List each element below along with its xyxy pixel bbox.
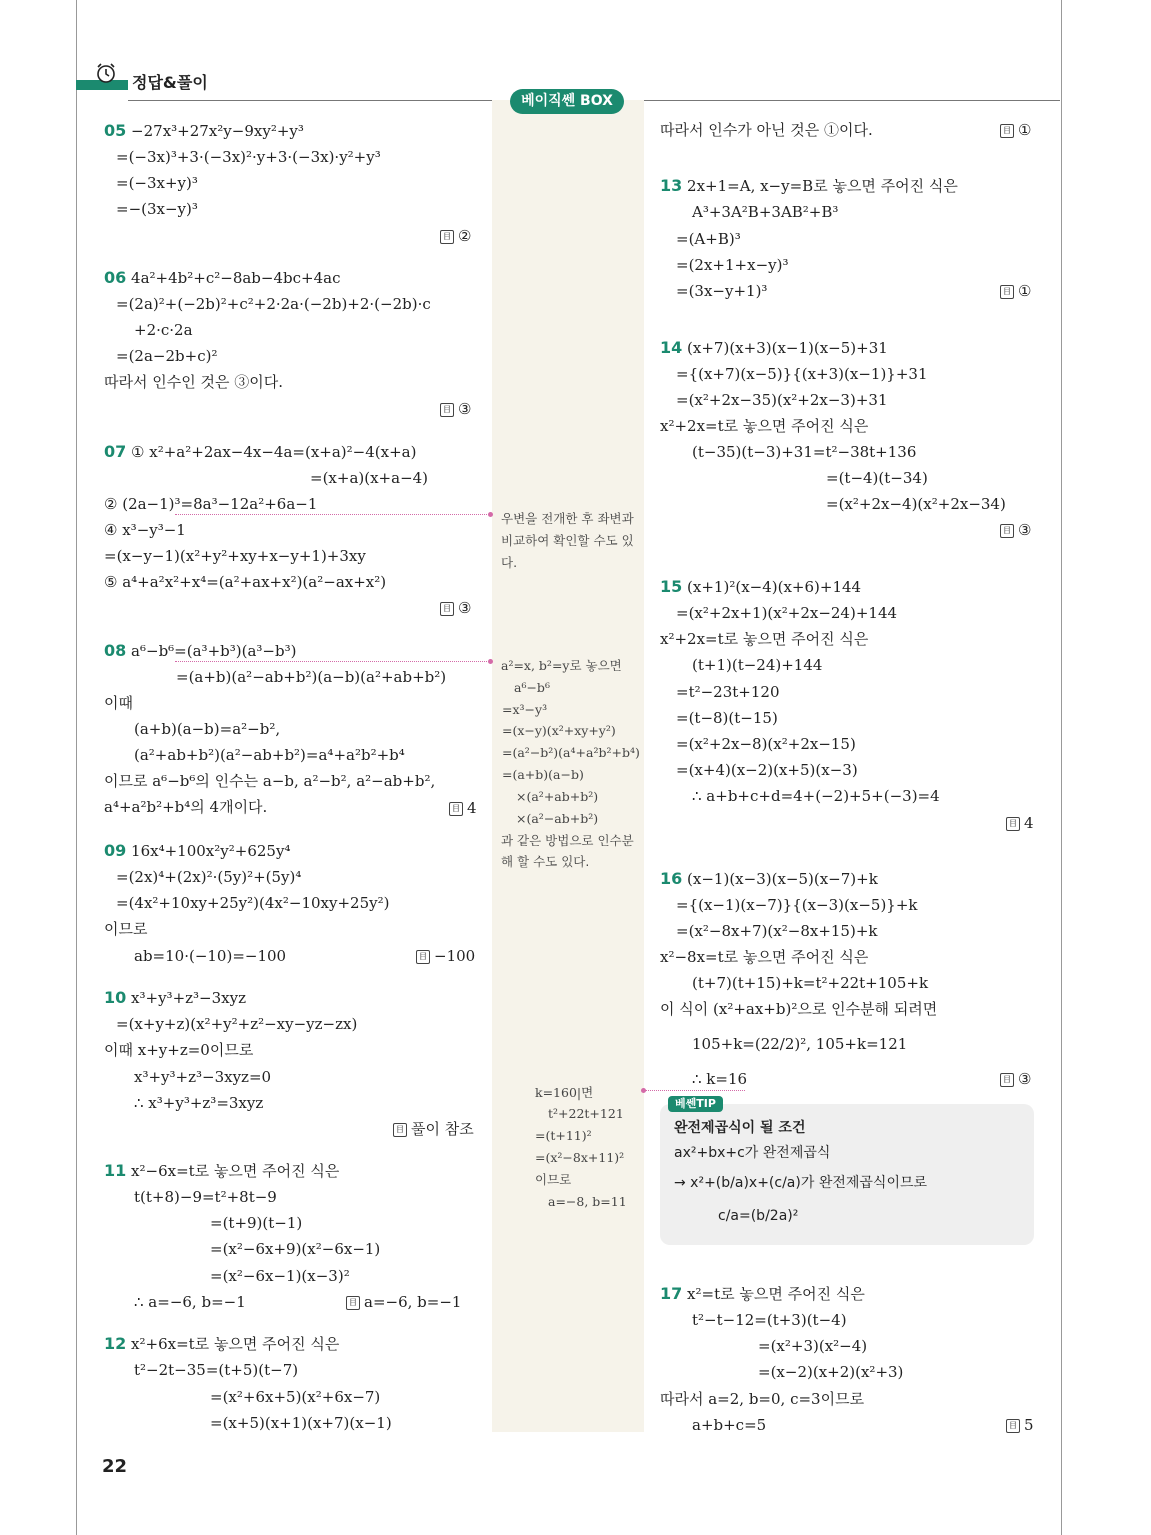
- problem-number: 12: [104, 1334, 127, 1353]
- line-text: =(x+y+z)(x²+y²+z²−xy−yz−zx): [116, 1015, 358, 1033]
- solution-line: [134, 1360, 298, 1380]
- answer-mark: [346, 1292, 461, 1312]
- line-text: (t+7)(t+15)+k=t²+22t+105+k: [692, 974, 929, 992]
- line-text: ③: [458, 400, 472, 418]
- solution-line: [104, 121, 304, 141]
- line-text: =(x²+2x−8)(x²+2x−15): [676, 735, 856, 753]
- problem-number: 17: [660, 1284, 683, 1303]
- sidebar-note-line: [502, 722, 616, 740]
- note-connector: [175, 514, 487, 515]
- line-text: 다.: [501, 555, 518, 570]
- sidebar-note-line: [535, 1149, 624, 1167]
- line-text: ② (2a−1)³=8a³−12a²+6a−1: [104, 495, 318, 513]
- problem-number: 06: [104, 268, 127, 287]
- basic-box-badge: 베이직쎈 BOX: [510, 89, 624, 114]
- line-text: t²−2t−35=(t+5)(t−7): [134, 1361, 299, 1379]
- line-text: =(x²−8x+11)²: [535, 1150, 625, 1165]
- answer-mark: [440, 399, 471, 419]
- line-text: ①: [1018, 282, 1032, 300]
- solution-line: [660, 947, 868, 967]
- answer-icon: 目: [393, 1123, 407, 1137]
- line-text: x²=t로 놓으면 주어진 식은: [687, 1285, 865, 1303]
- line-text: ab=10·(−10)=−100: [134, 947, 287, 965]
- line-text: ={(x+7)(x−5)}{(x+3)(x−1)}+31: [676, 365, 928, 383]
- solution-line: [134, 745, 405, 765]
- solution-line: [134, 1292, 246, 1312]
- solution-line: [692, 786, 940, 806]
- solution-line: [692, 973, 928, 993]
- solution-line: [660, 999, 937, 1019]
- answer-mark: [440, 226, 471, 246]
- solution-line: [134, 946, 286, 966]
- solution-line: [310, 468, 428, 488]
- solution-line: [210, 1213, 302, 1233]
- line-text: ① x²+a²+2ax−4x−4a=(x+a)²−4(x+a): [131, 443, 417, 461]
- line-text: (a²+ab+b²)(a²−ab+b²)=a⁴+a²b²+b⁴: [134, 746, 405, 764]
- answer-mark: [393, 1119, 474, 1139]
- solution-line: [676, 281, 767, 301]
- note-bullet: [488, 512, 493, 517]
- alarm-clock-icon: [95, 62, 117, 84]
- solution-line: [692, 655, 822, 675]
- line-text: =(2a−2b+c)²: [116, 347, 218, 365]
- note-bullet: [488, 659, 493, 664]
- answer-icon: 目: [440, 403, 454, 417]
- line-text: (a+b)(a−b)=a²−b²,: [134, 720, 281, 738]
- solution-line: [104, 919, 147, 939]
- line-text: 따라서 a=2, b=0, c=3이므로: [660, 1390, 865, 1408]
- solution-line: [116, 199, 198, 219]
- line-text: 이므로: [104, 920, 148, 938]
- problem-number: 10: [104, 988, 127, 1007]
- answer-icon: 目: [440, 602, 454, 616]
- answer-icon: 目: [1000, 285, 1014, 299]
- sidebar-note-line: [516, 788, 598, 806]
- answer-icon: 目: [1006, 1419, 1020, 1433]
- solution-line: [104, 494, 317, 514]
- solution-line: [676, 734, 856, 754]
- line-text: 과 같은 방법으로 인수분: [501, 833, 634, 848]
- line-text: =(A+B)³: [676, 230, 741, 248]
- solution-line: [692, 442, 916, 462]
- solution-line: [104, 797, 267, 817]
- sidebar-note-line: [516, 810, 598, 828]
- line-text: =(x²+6x+5)(x²+6x−7): [210, 1388, 381, 1406]
- line-text: a=−6, b=−1: [364, 1293, 462, 1311]
- problem-number: 07: [104, 442, 127, 461]
- solution-line: [134, 1187, 277, 1207]
- problem-number: 13: [660, 176, 683, 195]
- note-connector: [645, 1090, 745, 1091]
- solution-line: [104, 442, 416, 462]
- solution-line: [210, 1266, 350, 1286]
- solution-line: [104, 546, 366, 566]
- line-text: 이 식이 (x²+ax+b)²으로 인수분해 되려면: [660, 1000, 938, 1018]
- line-text: (t+1)(t−24)+144: [692, 656, 823, 674]
- line-text: ∴ k=16: [692, 1070, 748, 1088]
- note-bullet: [641, 1088, 646, 1093]
- line-text: =(x²+2x−4)(x²+2x−34): [826, 495, 1006, 513]
- sidebar-note-line: [548, 1193, 627, 1211]
- answer-icon: 目: [449, 802, 463, 816]
- line-text: =(−3x)³+3·(−3x)²·y+3·(−3x)·y²+y³: [116, 148, 381, 166]
- answer-icon: 目: [1006, 817, 1020, 831]
- solution-line: [826, 468, 928, 488]
- line-text: ③: [458, 599, 472, 617]
- line-text: =(t+11)²: [535, 1128, 592, 1143]
- solution-line: [676, 390, 888, 410]
- line-text: 2x+1=A, x−y=B로 놓으면 주어진 식은: [687, 177, 958, 195]
- solution-line: [660, 416, 868, 436]
- line-text: ③: [1018, 521, 1032, 539]
- line-text: 풀이 참조: [411, 1120, 474, 1138]
- line-text: 4a²+4b²+c²−8ab−4bc+4ac: [131, 269, 341, 287]
- problem-number: 11: [104, 1161, 127, 1180]
- solution-line: [104, 372, 283, 392]
- line-text: 이므로: [535, 1172, 572, 1187]
- line-text: k=160|면: [535, 1085, 594, 1100]
- solution-line: [116, 893, 389, 913]
- line-text: ∴ a=−6, b=−1: [134, 1293, 246, 1311]
- solution-line: [134, 1067, 271, 1087]
- line-text: 4: [467, 799, 477, 817]
- answer-icon: 目: [346, 1296, 360, 1310]
- solution-line: [134, 320, 193, 340]
- solution-line: [676, 708, 778, 728]
- line-text: a⁶−b⁶: [514, 680, 550, 695]
- answer-mark: [1006, 1415, 1034, 1435]
- solution-line: [116, 1014, 357, 1034]
- line-text: −100: [434, 947, 476, 965]
- sidebar-note-line: [501, 832, 634, 850]
- solution-line: [692, 1034, 907, 1054]
- line-text: =(x²−6x+9)(x²−6x−1): [210, 1240, 381, 1258]
- line-text: =(x²−6x−1)(x−3)²: [210, 1267, 350, 1285]
- sidebar-note-line: [501, 853, 589, 871]
- answer-mark: [1000, 1069, 1031, 1089]
- line-text: =(x+a)(x+a−4): [310, 469, 429, 487]
- solution-line: [210, 1239, 380, 1259]
- solution-line: [104, 988, 246, 1008]
- tip-badge: 베쎈TIP: [668, 1096, 723, 1112]
- solution-line: [676, 682, 780, 702]
- solution-line: [104, 693, 133, 713]
- line-text: ={(x−1)(x−7)}{(x−3)(x−5)}+k: [676, 896, 918, 914]
- line-text: =(t+9)(t−1): [210, 1214, 303, 1232]
- answer-mark: [440, 598, 471, 618]
- line-text: 16x⁴+100x²y²+625y⁴: [131, 842, 291, 860]
- header-title: 정답&풀이: [132, 73, 208, 92]
- line-text: x²+6x=t로 놓으면 주어진 식은: [131, 1335, 340, 1353]
- line-text: 해 할 수도 있다.: [501, 854, 590, 869]
- line-text: (x+7)(x+3)(x−1)(x−5)+31: [687, 339, 888, 357]
- line-text: ⑤ a⁴+a²x²+x⁴=(a²+ax+x²)(a²−ax+x²): [104, 573, 387, 591]
- tip-line: ax²+bx+c가 완전제곱식: [674, 1145, 831, 1161]
- line-text: +2·c·2a: [134, 321, 193, 339]
- answer-icon: 目: [416, 950, 430, 964]
- answer-mark: [1000, 281, 1031, 301]
- line-text: 이때 x+y+z=0이므로: [104, 1041, 254, 1059]
- line-text: ①: [1018, 121, 1032, 139]
- line-text: ×(a²−ab+b²): [516, 811, 599, 826]
- line-text: 우변을 전개한 후 좌변과: [501, 511, 634, 526]
- line-text: =(−3x+y)³: [116, 174, 198, 192]
- line-text: 따라서 인수가 아닌 것은 ①이다.: [660, 121, 873, 139]
- line-text: =(2a)²+(−2b)²+c²+2·2a·(−2b)+2·(−2b)·c: [116, 295, 431, 313]
- solution-line: [104, 572, 386, 592]
- solution-line: [660, 338, 888, 358]
- answer-mark: [416, 946, 475, 966]
- line-text: =(x²−8x+7)(x²−8x+15)+k: [676, 922, 878, 940]
- line-text: =(x²+3)(x²−4): [758, 1337, 868, 1355]
- solution-line: [660, 1284, 865, 1304]
- solution-line: [692, 1069, 747, 1089]
- solution-line: [660, 176, 958, 196]
- solution-line: [676, 364, 928, 384]
- solution-line: [660, 120, 873, 140]
- line-text: ∴ a+b+c+d=4+(−2)+5+(−3)=4: [692, 787, 940, 805]
- line-text: a+b+c=5: [692, 1416, 767, 1434]
- solution-line: [676, 229, 741, 249]
- line-text: 이때: [104, 694, 133, 712]
- line-text: t²−t−12=(t+3)(t−4): [692, 1311, 847, 1329]
- page-number: 22: [102, 1456, 128, 1477]
- line-text: ②: [458, 227, 472, 245]
- solution-line: [676, 603, 897, 623]
- line-text: =(x−y−1)(x²+y²+xy+x−y+1)+3xy: [104, 547, 366, 565]
- tip-title: 완전제곱식이 될 조건: [674, 1120, 806, 1136]
- answer-icon: 目: [1000, 524, 1014, 538]
- solution-line: [676, 255, 788, 275]
- solution-line: [676, 895, 918, 915]
- problem-number: 09: [104, 841, 127, 860]
- solution-line: [104, 268, 340, 288]
- answer-mark: [449, 798, 477, 818]
- line-text: =(x+4)(x−2)(x+5)(x−3): [676, 761, 858, 779]
- answer-icon: 目: [1000, 124, 1014, 138]
- line-text: =(3x−y+1)³: [676, 282, 768, 300]
- solution-line: [134, 1093, 263, 1113]
- solution-line: [210, 1387, 380, 1407]
- line-text: ③: [1018, 1070, 1032, 1088]
- answer-mark: [1006, 813, 1034, 833]
- solution-line: [116, 173, 198, 193]
- line-text: =(t−8)(t−15): [676, 709, 778, 727]
- solution-line: [692, 202, 838, 222]
- solution-line: [660, 629, 868, 649]
- line-text: a⁶−b⁶=(a³+b³)(a³−b³): [131, 642, 297, 660]
- sidebar-note-line: [501, 510, 634, 528]
- sidebar-note-line: [501, 657, 622, 675]
- line-text: ×(a²+ab+b²): [516, 789, 599, 804]
- solution-line: [104, 1334, 339, 1354]
- line-text: (x+1)²(x−4)(x+6)+144: [687, 578, 862, 596]
- problem-number: 15: [660, 577, 683, 596]
- line-text: x²+2x=t로 놓으면 주어진 식은: [660, 630, 869, 648]
- line-text: =(t−4)(t−34): [826, 469, 928, 487]
- solution-line: [116, 294, 431, 314]
- line-text: (x−1)(x−3)(x−5)(x−7)+k: [687, 870, 878, 888]
- solution-line: [116, 346, 217, 366]
- line-text: =(a+b)(a²−ab+b²)(a−b)(a²+ab+b²): [176, 668, 447, 686]
- problem-number: 14: [660, 338, 683, 357]
- sidebar-note-line: [535, 1171, 571, 1189]
- line-text: a⁴+a²b²+b⁴의 4개이다.: [104, 798, 268, 816]
- solution-line: [116, 867, 301, 887]
- solution-line: [104, 841, 290, 861]
- sidebar-note-line: [502, 701, 547, 719]
- line-text: x²−6x=t로 놓으면 주어진 식은: [131, 1162, 340, 1180]
- answer-icon: 目: [440, 230, 454, 244]
- solution-line: [104, 641, 296, 661]
- answer-icon: 目: [1000, 1073, 1014, 1087]
- solution-line: [660, 577, 861, 597]
- solution-line: [660, 1389, 864, 1409]
- solution-line: [134, 719, 280, 739]
- line-text: =(x+5)(x+1)(x+7)(x−1): [210, 1414, 392, 1432]
- line-text: =(x−2)(x+2)(x²+3): [758, 1363, 904, 1381]
- solution-line: [676, 921, 878, 941]
- solution-line: [104, 1040, 253, 1060]
- sidebar-note-line: [535, 1084, 593, 1102]
- solution-line: [826, 494, 1006, 514]
- line-text: =(2x)⁴+(2x)²·(5y)²+(5y)⁴: [116, 868, 302, 886]
- answer-mark: [1000, 120, 1031, 140]
- solution-line: [104, 771, 435, 791]
- line-text: =(4x²+10xy+25y²)(4x²−10xy+25y²): [116, 894, 390, 912]
- solution-line: [104, 520, 186, 540]
- sidebar-note-line: [501, 532, 634, 550]
- line-text: x³+y³+z³−3xyz: [131, 989, 247, 1007]
- solution-line: [660, 869, 878, 889]
- line-text: =(x−y)(x²+xy+y²): [502, 723, 616, 738]
- solution-line: [692, 1415, 766, 1435]
- sidebar-note-line: [502, 766, 584, 784]
- line-text: x³+y³+z³−3xyz=0: [134, 1068, 272, 1086]
- tip-line: → x²+(b/a)x+(c/a)가 완전제곱식이므로: [674, 1175, 928, 1191]
- line-text: t(t+8)−9=t²+8t−9: [134, 1188, 277, 1206]
- sidebar-note-line: [501, 554, 517, 572]
- line-text: =(a+b)(a−b): [502, 767, 584, 782]
- line-text: 이므로 a⁶−b⁶의 인수는 a−b, a²−b², a²−ab+b²,: [104, 772, 436, 790]
- line-text: =x³−y³: [502, 702, 548, 717]
- line-text: x²−8x=t로 놓으면 주어진 식은: [660, 948, 869, 966]
- line-text: =t²−23t+120: [676, 683, 780, 701]
- sidebar-note-line: [548, 1105, 624, 1123]
- line-text: 105+k=(22/2)², 105+k=121: [692, 1035, 908, 1053]
- line-text: =(2x+1+x−y)³: [676, 256, 789, 274]
- solution-line: [210, 1413, 392, 1433]
- line-text: =(a²−b²)(a⁴+a²b²+b⁴): [502, 745, 640, 760]
- line-text: a=−8, b=11: [548, 1194, 627, 1209]
- solution-line: [758, 1336, 867, 1356]
- answer-mark: [1000, 520, 1031, 540]
- sidebar-note-line: [514, 679, 550, 697]
- line-text: a²=x, b²=y로 놓으면: [501, 658, 622, 673]
- line-text: ∴ x³+y³+z³=3xyz: [134, 1094, 264, 1112]
- line-text: =−(3x−y)³: [116, 200, 198, 218]
- sidebar-note-line: [535, 1127, 592, 1145]
- line-text: (t−35)(t−3)+31=t²−38t+136: [692, 443, 917, 461]
- line-text: 4: [1024, 814, 1034, 832]
- problem-number: 08: [104, 641, 127, 660]
- line-text: =(x²+2x+1)(x²+2x−24)+144: [676, 604, 898, 622]
- line-text: ④ x³−y³−1: [104, 521, 186, 539]
- line-text: 5: [1024, 1416, 1034, 1434]
- line-text: x²+2x=t로 놓으면 주어진 식은: [660, 417, 869, 435]
- solution-line: [676, 760, 858, 780]
- problem-number: 05: [104, 121, 127, 140]
- line-text: =(x²+2x−35)(x²+2x−3)+31: [676, 391, 888, 409]
- line-text: t²+22t+121: [548, 1106, 624, 1121]
- sidebar-note-line: [502, 744, 640, 762]
- tip-line: c/a=(b/2a)²: [718, 1208, 799, 1224]
- solution-line: [116, 147, 381, 167]
- solution-line: [692, 1310, 847, 1330]
- note-connector: [175, 661, 487, 662]
- line-text: A³+3A²B+3AB²+B³: [692, 203, 839, 221]
- solution-line: [104, 1161, 339, 1181]
- line-text: 비교하여 확인할 수도 있: [501, 533, 634, 548]
- line-text: −27x³+27x²y−9xy²+y³: [131, 122, 304, 140]
- problem-number: 16: [660, 869, 683, 888]
- solution-line: [176, 667, 446, 687]
- solution-line: [758, 1362, 903, 1382]
- line-text: 따라서 인수인 것은 ③이다.: [104, 373, 283, 391]
